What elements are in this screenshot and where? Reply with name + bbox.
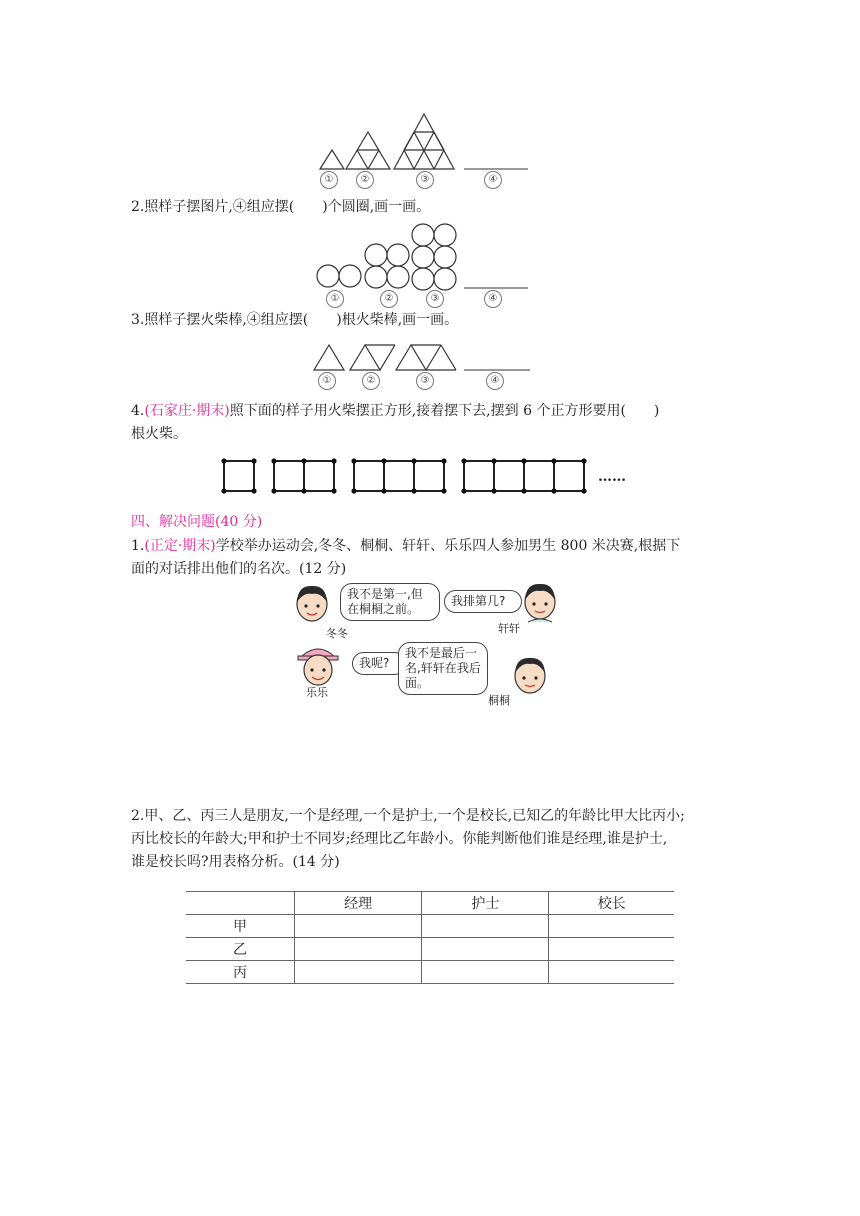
xuanxuan-name: 轩轩 [498,622,520,635]
row-label: 甲 [186,915,295,938]
table-cell[interactable] [422,961,549,984]
table-cell[interactable] [422,915,549,938]
matchstick-square-figure [218,455,638,497]
label-2: ② [380,290,398,308]
question-4-number: 4. [131,403,145,419]
label-2: ② [362,372,380,390]
label-4: ④ [484,171,502,189]
table-cell[interactable] [295,961,422,984]
table-row [186,938,674,961]
matchstick-triangle-figure [312,340,542,372]
analysis-table [186,891,674,984]
triangle-pattern-figure [316,112,536,172]
tongtong-speech-bubble: 我不是最后一名,轩轩在我后面。 [398,642,488,695]
row-label: 乙 [186,938,295,961]
dongdong-name: 冬冬 [326,627,348,640]
section-title: 四、解决问题(40 分) [131,514,263,530]
table-header-cell: 经理 [295,892,422,915]
xuanxuan-face-icon [518,580,562,626]
label-4: ④ [486,372,504,390]
question-3-text: 3.照样子摆火柴棒,④组应摆( )根火柴棒,画一画。 [131,312,459,328]
row-label: 丙 [186,961,295,984]
question-4-text: 照下面的样子用火柴摆正方形,接着摆下去,摆到 6 个正方形要用( ) [229,403,660,419]
circle-pattern-figure [316,222,536,292]
table-cell[interactable] [549,961,674,984]
question-2-text: 2.照样子摆图片,④组应摆( )个圆圈,画一画。 [131,199,431,215]
tongtong-name: 桐桐 [488,694,510,707]
problem-2-line-2: 丙比校长的年龄大;甲和护士不同岁;经理比乙年龄小。你能判断他们谁是经理,谁是护士, [131,831,668,847]
table-header-cell: 护士 [422,892,549,915]
problem-1-text: 学校举办运动会,冬冬、桐桐、轩轩、乐乐四人参加男生 800 米决赛,根据下 [215,538,681,554]
lele-speech-bubble: 我呢? [352,652,406,675]
dongdong-face-icon [292,582,332,626]
label-4: ④ [484,290,502,308]
problem-1-number: 1. [131,538,145,554]
problem-1-line-1 [131,535,680,557]
lele-name: 乐乐 [306,686,328,699]
table-cell[interactable] [549,915,674,938]
question-4-line-1 [131,400,659,422]
dongdong-speech-bubble: 我不是第一,但在桐桐之前。 [340,583,440,621]
label-2: ② [356,171,374,189]
ellipsis: …… [598,469,626,485]
label-3: ③ [416,372,434,390]
table-header-row [186,892,674,915]
table-header-cell [186,892,295,915]
table-cell[interactable] [295,915,422,938]
label-1: ① [318,372,336,390]
table-cell[interactable] [422,938,549,961]
label-3: ③ [426,290,444,308]
question-4-line-2: 根火柴。 [131,426,187,442]
label-1: ① [326,290,344,308]
xuanxuan-speech-bubble: 我排第几? [444,590,522,613]
question-4-source: (石家庄·期末) [144,403,230,419]
problem-2-line-3: 谁是校长吗?用表格分析。(14 分) [131,854,340,870]
table-row [186,961,674,984]
label-1: ① [320,171,338,189]
problem-1-source: (正定·期末) [144,538,216,554]
lele-face-icon [296,642,340,688]
table-header-cell: 校长 [549,892,674,915]
table-cell[interactable] [295,938,422,961]
problem-2-line-1: 2.甲、乙、丙三人是朋友,一个是经理,一个是护士,一个是校长,已知乙的年龄比甲大比丙小; [131,808,685,824]
problem-1-line-2: 面的对话排出他们的名次。(12 分) [131,561,347,577]
tongtong-face-icon [508,654,552,700]
label-3: ③ [416,171,434,189]
table-cell[interactable] [549,938,674,961]
table-row [186,915,674,938]
